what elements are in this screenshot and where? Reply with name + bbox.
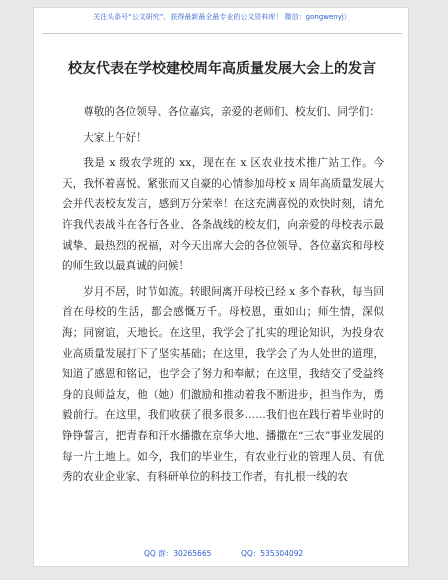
document-title: 校友代表在学校建校周年高质量发展大会上的发言 (68, 61, 376, 77)
introduction-paragraph: 我是 x 级农学班的 xx，现在在 x 区农业技术推广站工作。今天，我怀着喜悦、紧张而又自豪的心情参加母校 x 周年高质量发展大会并代表校友发言，感到万分荣幸！在这充满喜悦的欢快时刻，请允许我代表战斗在各行各业、各条战线的校友们，向亲爱的母校表示最诚挚、最热烈的祝福，对今天出席大会的各位领导、各位嘉宾和母校的师生致以最真诚的问候！ (62, 157, 384, 273)
salutation-paragraph: 尊敬的各位领导、各位嘉宾，亲爱的老师们、校友们、同学们： (83, 106, 380, 118)
document-page (33, 7, 409, 567)
memories-paragraph: 岁月不居，时节如流。转眼间离开母校已经 x 多个春秋，每当回首在母校的生活，都会感慨万千。母校恩，重如山；师生情，深似海；同窗谊，天地长。在这里，我学会了扎实的理论知识，为投身农业高质量发展打下了坚实基础；在这里，我学会了为人处世的道理，知道了感恩和铭记，也学会了努力和奉献；在这里，我结交了受益终身的良师益友，他（她）们激励和推动着我不断进步，担当作为，勇毅前行。在这里，我们收获了很多很多……我们也在践行着毕业时的铮铮誓言，把青春和汗水播撒在京华大地、播撒在“三农”事业发展的每一片土地上。如今，我们的毕业生，有农业行业的管理人员、有优秀的农业企业家、有科研单位的科技工作者，有扎根一线的农 (62, 285, 384, 484)
header-divider (42, 33, 402, 34)
document-body (62, 102, 384, 493)
footer-qq: QQ：535304092 (241, 549, 304, 558)
footer-qq-group: QQ 群：30265665 (144, 549, 212, 558)
header-banner: 关注头条号“公文研究”，获得最新最全最专业的公文资料库！ 微信：gongwenyj） (93, 13, 351, 21)
greeting-paragraph: 大家上午好！ (83, 131, 147, 144)
